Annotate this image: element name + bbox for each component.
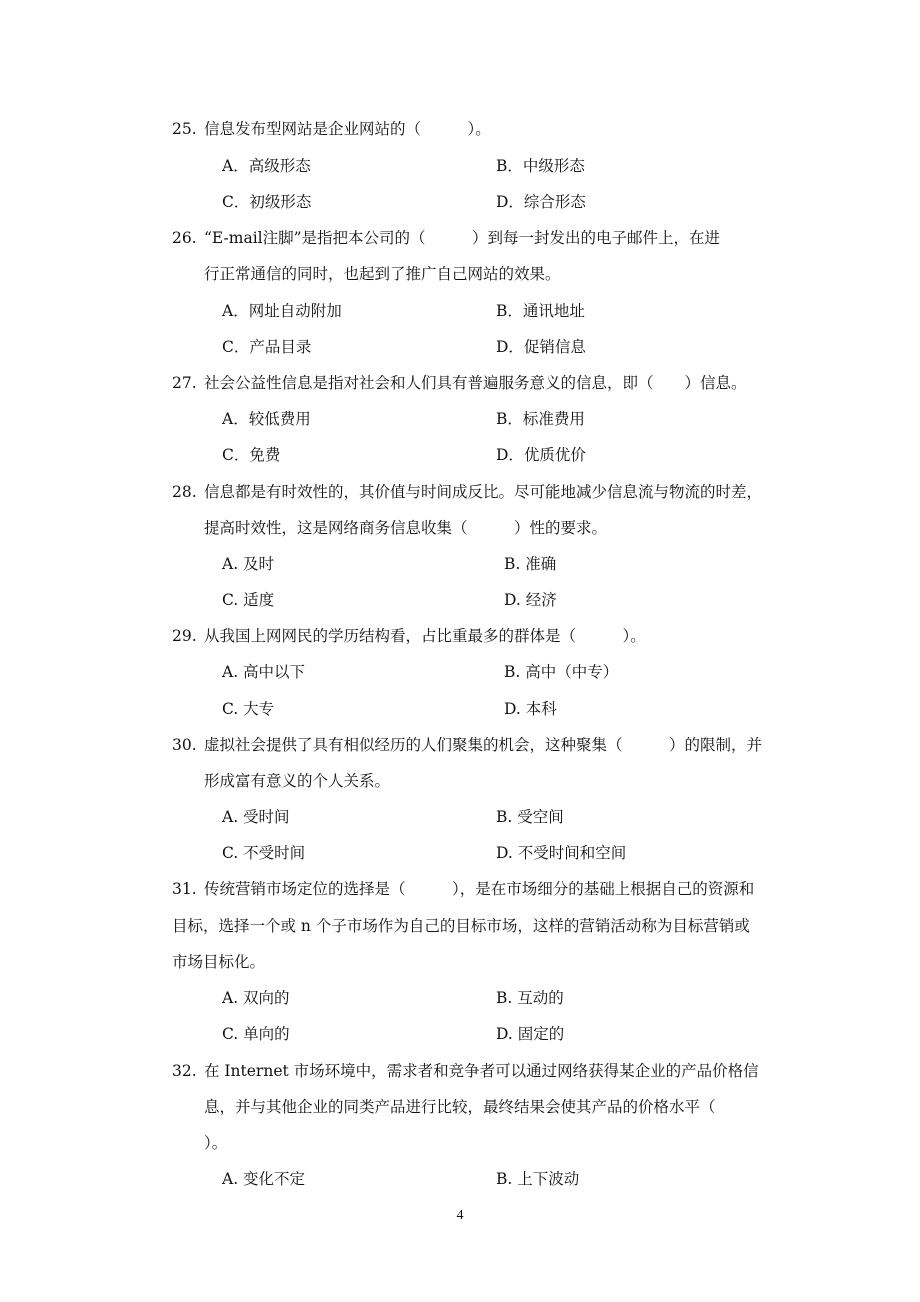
question-26-option-a: A．网址自动附加 bbox=[222, 302, 342, 320]
question-26-stem-line-1: “E-mail注脚”是指把本公司的（ ）到每一封发出的电子邮件上，在进 bbox=[204, 229, 721, 247]
question-27-option-c: C．免费 bbox=[222, 446, 281, 464]
question-28-stem-line-1: 信息都是有时效性的，其价值与时间成反比。尽可能地减少信息流与物流的时差， bbox=[204, 483, 763, 501]
question-31-option-b: B. 互动的 bbox=[496, 989, 564, 1007]
question-27-number: 27. bbox=[172, 374, 197, 392]
question-30-number: 30. bbox=[172, 736, 197, 754]
question-25-option-d: D．综合形态 bbox=[496, 193, 586, 211]
question-28-stem-line-2: 提高时效性，这是网络商务信息收集（ ）性的要求。 bbox=[204, 519, 608, 537]
page-number: 4 bbox=[456, 1208, 464, 1223]
question-31-option-c: C. 单向的 bbox=[222, 1025, 290, 1043]
question-29-stem: 从我国上网网民的学历结构看，占比重最多的群体是（ ）。 bbox=[204, 627, 646, 645]
question-26-option-c: C．产品目录 bbox=[222, 338, 312, 356]
question-30-stem-line-2: 形成富有意义的个人关系。 bbox=[204, 772, 391, 790]
question-26-stem-line-2: 行正常通信的同时，也起到了推广自己网站的效果。 bbox=[204, 265, 561, 283]
question-27-option-d: D．优质优价 bbox=[496, 446, 586, 464]
question-25-number: 25. bbox=[172, 120, 197, 138]
question-25-option-b: B．中级形态 bbox=[496, 157, 585, 175]
question-26-option-b: B．通讯地址 bbox=[496, 302, 585, 320]
question-32-stem-line-1: 在 Internet 市场环境中，需求者和竞争者可以通过网络获得某企业的产品价格信 bbox=[204, 1062, 759, 1080]
question-29-option-b: B. 高中（中专） bbox=[504, 663, 619, 681]
question-30-option-a: A. 受时间 bbox=[222, 808, 290, 826]
question-32-number: 32. bbox=[172, 1062, 197, 1080]
question-28-option-a: A. 及时 bbox=[222, 555, 275, 573]
question-29-option-c: C. 大专 bbox=[222, 700, 275, 718]
question-28-option-d: D. 经济 bbox=[504, 591, 557, 609]
question-30-stem-line-1: 虚拟社会提供了具有相似经历的人们聚集的机会，这种聚集（ ）的限制，并 bbox=[204, 736, 763, 754]
question-29-option-d: D. 本科 bbox=[504, 700, 557, 718]
question-27-stem: 社会公益性信息是指对社会和人们具有普遍服务意义的信息，即（ ）信息。 bbox=[204, 374, 747, 392]
question-32-stem-line-3: ）。 bbox=[204, 1134, 228, 1152]
question-31-number: 31. bbox=[172, 880, 197, 898]
question-31-stem-line-1: 传统营销市场定位的选择是（ ），是在市场细分的基础上根据自己的资源和 bbox=[204, 880, 755, 898]
question-30-option-d: D. 不受时间和空间 bbox=[496, 844, 627, 862]
question-27-option-b: B．标准费用 bbox=[496, 410, 585, 428]
question-25-option-a: A．高级形态 bbox=[222, 157, 311, 175]
question-30-option-c: C. 不受时间 bbox=[222, 844, 306, 862]
question-31-option-a: A. 双向的 bbox=[222, 989, 290, 1007]
question-26-option-d: D．促销信息 bbox=[496, 338, 586, 356]
question-31-stem-line-3: 市场目标化。 bbox=[172, 953, 266, 971]
question-26-number: 26. bbox=[172, 229, 197, 247]
question-29-number: 29. bbox=[172, 627, 197, 645]
question-30-option-b: B. 受空间 bbox=[496, 808, 564, 826]
question-28-option-b: B. 准确 bbox=[504, 555, 557, 573]
question-28-option-c: C. 适度 bbox=[222, 591, 275, 609]
question-32-stem-line-2: 息，并与其他企业的同类产品进行比较，最终结果会使其产品的价格水平（ bbox=[204, 1098, 716, 1116]
question-31-stem-line-2: 目标，选择一个或 n 个子市场作为自己的目标市场，这样的营销活动称为目标营销或 bbox=[172, 917, 750, 935]
question-29-option-a: A. 高中以下 bbox=[222, 663, 306, 681]
question-25-option-c: C．初级形态 bbox=[222, 193, 312, 211]
question-27-option-a: A．较低费用 bbox=[222, 410, 311, 428]
question-31-option-d: D. 固定的 bbox=[496, 1025, 565, 1043]
question-28-number: 28. bbox=[172, 483, 197, 501]
question-32-option-a: A. 变化不定 bbox=[222, 1170, 306, 1188]
question-32-option-b: B. 上下波动 bbox=[496, 1170, 580, 1188]
question-25-stem: 信息发布型网站是企业网站的（ ）。 bbox=[204, 120, 491, 138]
